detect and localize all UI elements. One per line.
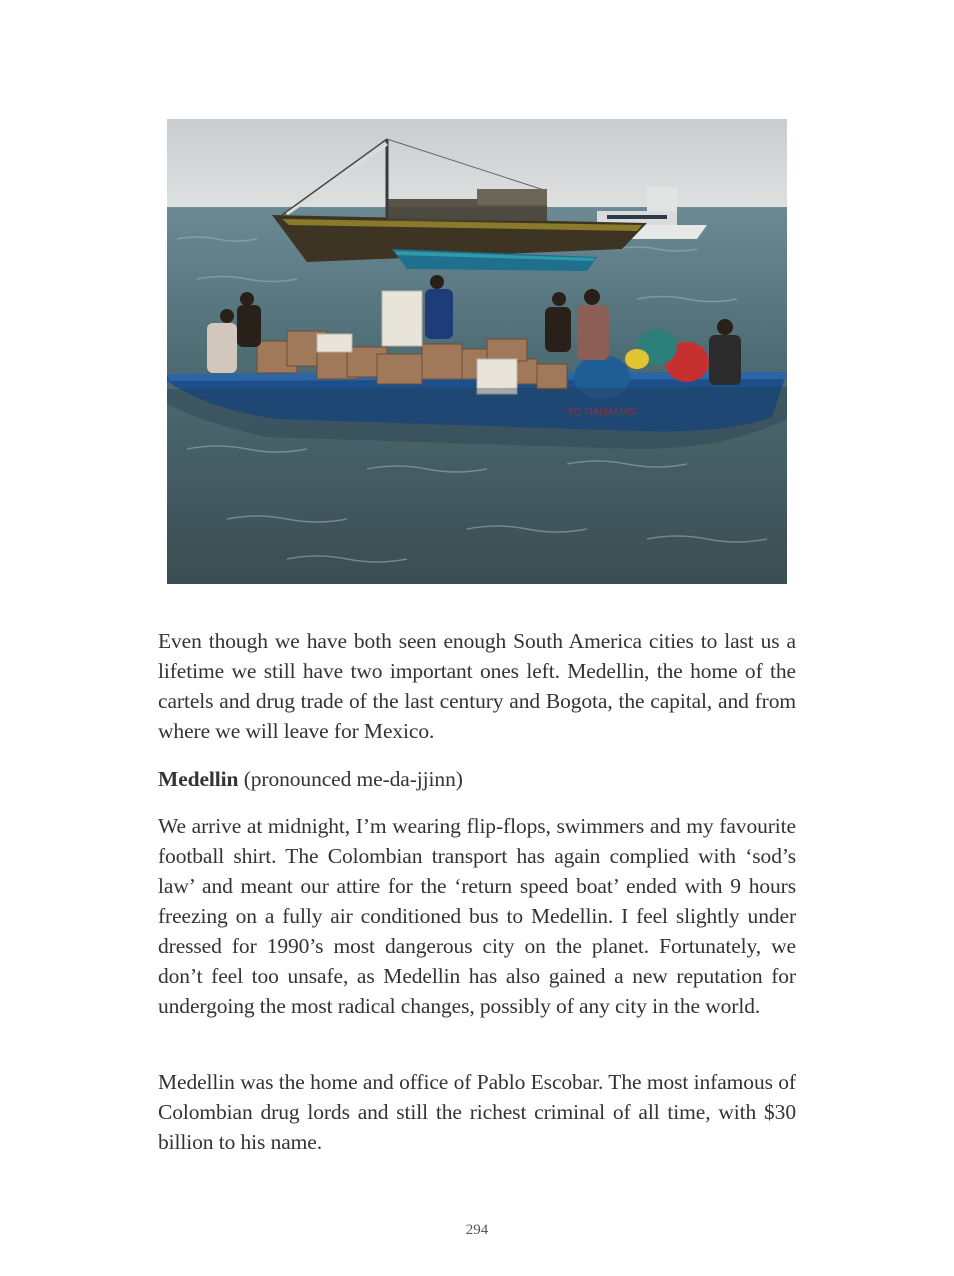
heading-pronunciation: (pronounced me-da-jjinn)	[238, 767, 463, 791]
paragraph-escobar: Medellin was the home and office of Pablo Escobar. The most infamous of Colombian drug lords and still the richest criminal of all time, with $30 billion to his name.	[158, 1070, 796, 1154]
paragraph-arrival: We arrive at midnight, I’m wearing flip-flops, swimmers and my favourite football shirt. The Colombian transport has again complied with ‘sod’s law’ and meant our attire for the ‘return speed boat’ ended with 9 hours freezing on a fully air conditioned bus to Medellin. I feel slightly under dressed for 1990’s most dangerous city on the planet. Fortunately, we don’t feel too unsafe, as Medellin has also gained a new reputation for undergoing the most radical changes, possibly of any city in the world.	[158, 814, 796, 1018]
heading-bold: Medellin	[158, 767, 239, 791]
paragraph-intro: Even though we have both seen enough South America cities to last us a lifetime we still have two important ones left. Medellin, the home of the cartels and drug trade of the last century and Bogota, the capital, and from where we will leave for Mexico.	[158, 629, 796, 743]
boat-lettering: YO MAMAMAS	[567, 407, 636, 418]
section-heading	[158, 764, 796, 794]
page-number: 294	[465, 1222, 489, 1238]
boats-photo	[167, 119, 787, 584]
